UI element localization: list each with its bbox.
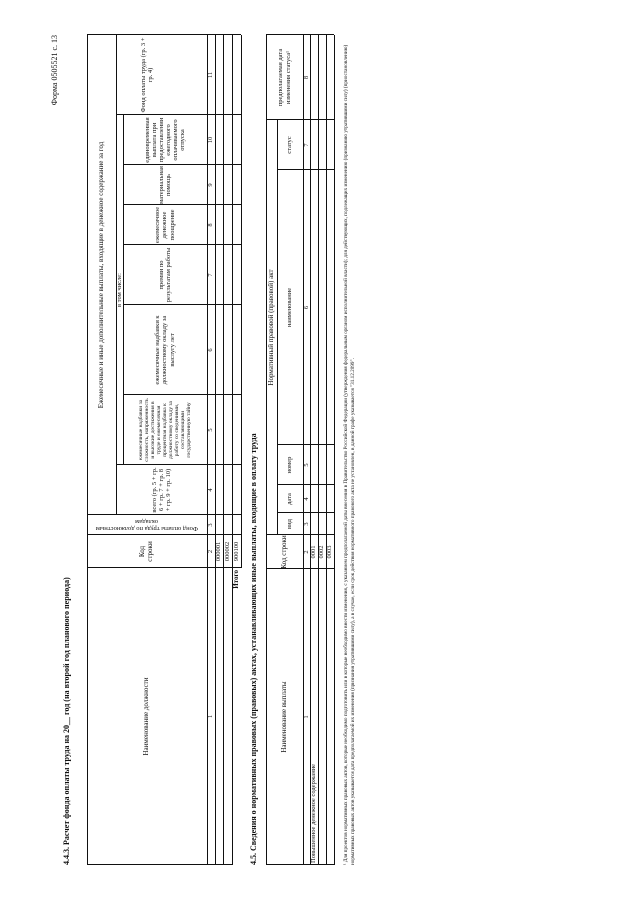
col-header-bonus-complexity: ежемесячные надбавки за сложность, напряженность и высокие достижения в труде и ежемесячная процентная надбавка к должностному окладу за работу со сведениями, составляющими государственную тайну [137, 398, 193, 462]
col-header-legal-act: Нормативный правовой (правовой) акт [266, 269, 275, 386]
col-num: 9 [207, 183, 215, 187]
col-num: 8 [207, 223, 215, 227]
col-num: 8 [302, 75, 310, 80]
col-header-bonus-tenure: ежемесячные надбавки к должностному окладу за выслугу лет [154, 315, 176, 385]
form-label: Форма 0505521 с. 13 [49, 35, 59, 106]
col-num: 6 [207, 348, 215, 352]
col-header-material-aid: материальная помощь [157, 166, 172, 204]
col-num: 2 [207, 549, 215, 554]
col-header-kind: вид [286, 519, 294, 529]
col-header-fund-total: Фонд оплаты труда (гр. 3 + гр. 4) [139, 37, 154, 113]
col-header-payment-name: Наименование выплаты [279, 681, 288, 753]
col-num: 7 [302, 143, 310, 147]
col-header-fund-positions: Фонд оплаты труда по должностным окладам [95, 518, 199, 533]
col-num: 7 [207, 273, 215, 277]
col-num: 5 [207, 428, 215, 432]
col-header-including: в том числе: [115, 273, 123, 307]
row-code: 0003 [326, 545, 334, 559]
col-num: 6 [302, 305, 310, 310]
col-num: 5 [302, 463, 310, 467]
col-header-date: дата [286, 493, 294, 505]
col-header-performance-bonus: премии по результатам работы [157, 247, 172, 303]
col-header-number: номер [286, 456, 294, 474]
col-header-monthly-incentive: ежемесячное денежное поощрение [154, 206, 176, 244]
col-num: 3 [207, 523, 215, 527]
col-num: 4 [207, 488, 215, 492]
col-num: 2 [302, 550, 310, 554]
col-num: 11 [207, 71, 215, 79]
col-header-code: Код строки [138, 541, 154, 562]
section-heading-45: 4.5. Сведения о нормативных правовых (правовых) актах, устанавливающих иные выплаты, входящие в оплату труда [248, 433, 258, 865]
footnote: ¹ Для проектов нормативных правовых актов, которые необходимо подготовить или в которые необходимо внести изменения, с указанием предполагаемой даты внесения в Правительство Российской Федерации (утверждения федеральным органом исполнительной власти); для действующих, подлежащих изменению (признанию утратившими силу) (приостановлению) нормативных правовых актов указывается дата предполагаемой их изменения (признания утратившими силу), а в случае, если срок действия нормативного правового акта не установлен, в данной графе указывается "31.12.2099". [343, 44, 356, 865]
col-header-status-date: предполагаемая дата изменения статуса¹ [277, 48, 292, 107]
col-header-total: всего (гр. 5 + гр. 6 + гр. 7 + гр. 8 + гр. 9 + гр. 10) [150, 467, 173, 513]
col-header-status: статус [286, 136, 294, 154]
col-num: 3 [302, 522, 310, 526]
row-code: 0001 [310, 545, 318, 559]
col-header-group-payments: Ежемесячные и иные дополнительные выплаты, входящие в денежное содержание за год [96, 141, 105, 409]
row-payment-name: Повышенное денежное содержание [310, 763, 318, 863]
col-num: 1 [207, 714, 215, 719]
total-label: Итого [231, 570, 240, 589]
col-num: 10 [207, 136, 215, 144]
row-code: 000001 [215, 541, 223, 562]
section-heading-443: 4.4.3. Расчет фонда оплаты труда на 20__ год (на второй год планового периода) [61, 577, 71, 865]
col-num: 1 [302, 715, 310, 719]
row-code: 000002 [223, 541, 231, 562]
col-header-position: Наименование должности [142, 677, 151, 756]
row-code: 0002 [318, 545, 326, 559]
col-header-vacation-payment: единовременная выплата при предоставлении ежегодного оплачиваемого отпуска [143, 117, 187, 163]
document-page [45, 35, 610, 865]
col-header-code: Код строки [279, 535, 288, 569]
col-header-title: наименование [286, 287, 294, 328]
col-num: 4 [302, 497, 310, 501]
total-code: 900100 [232, 541, 240, 562]
